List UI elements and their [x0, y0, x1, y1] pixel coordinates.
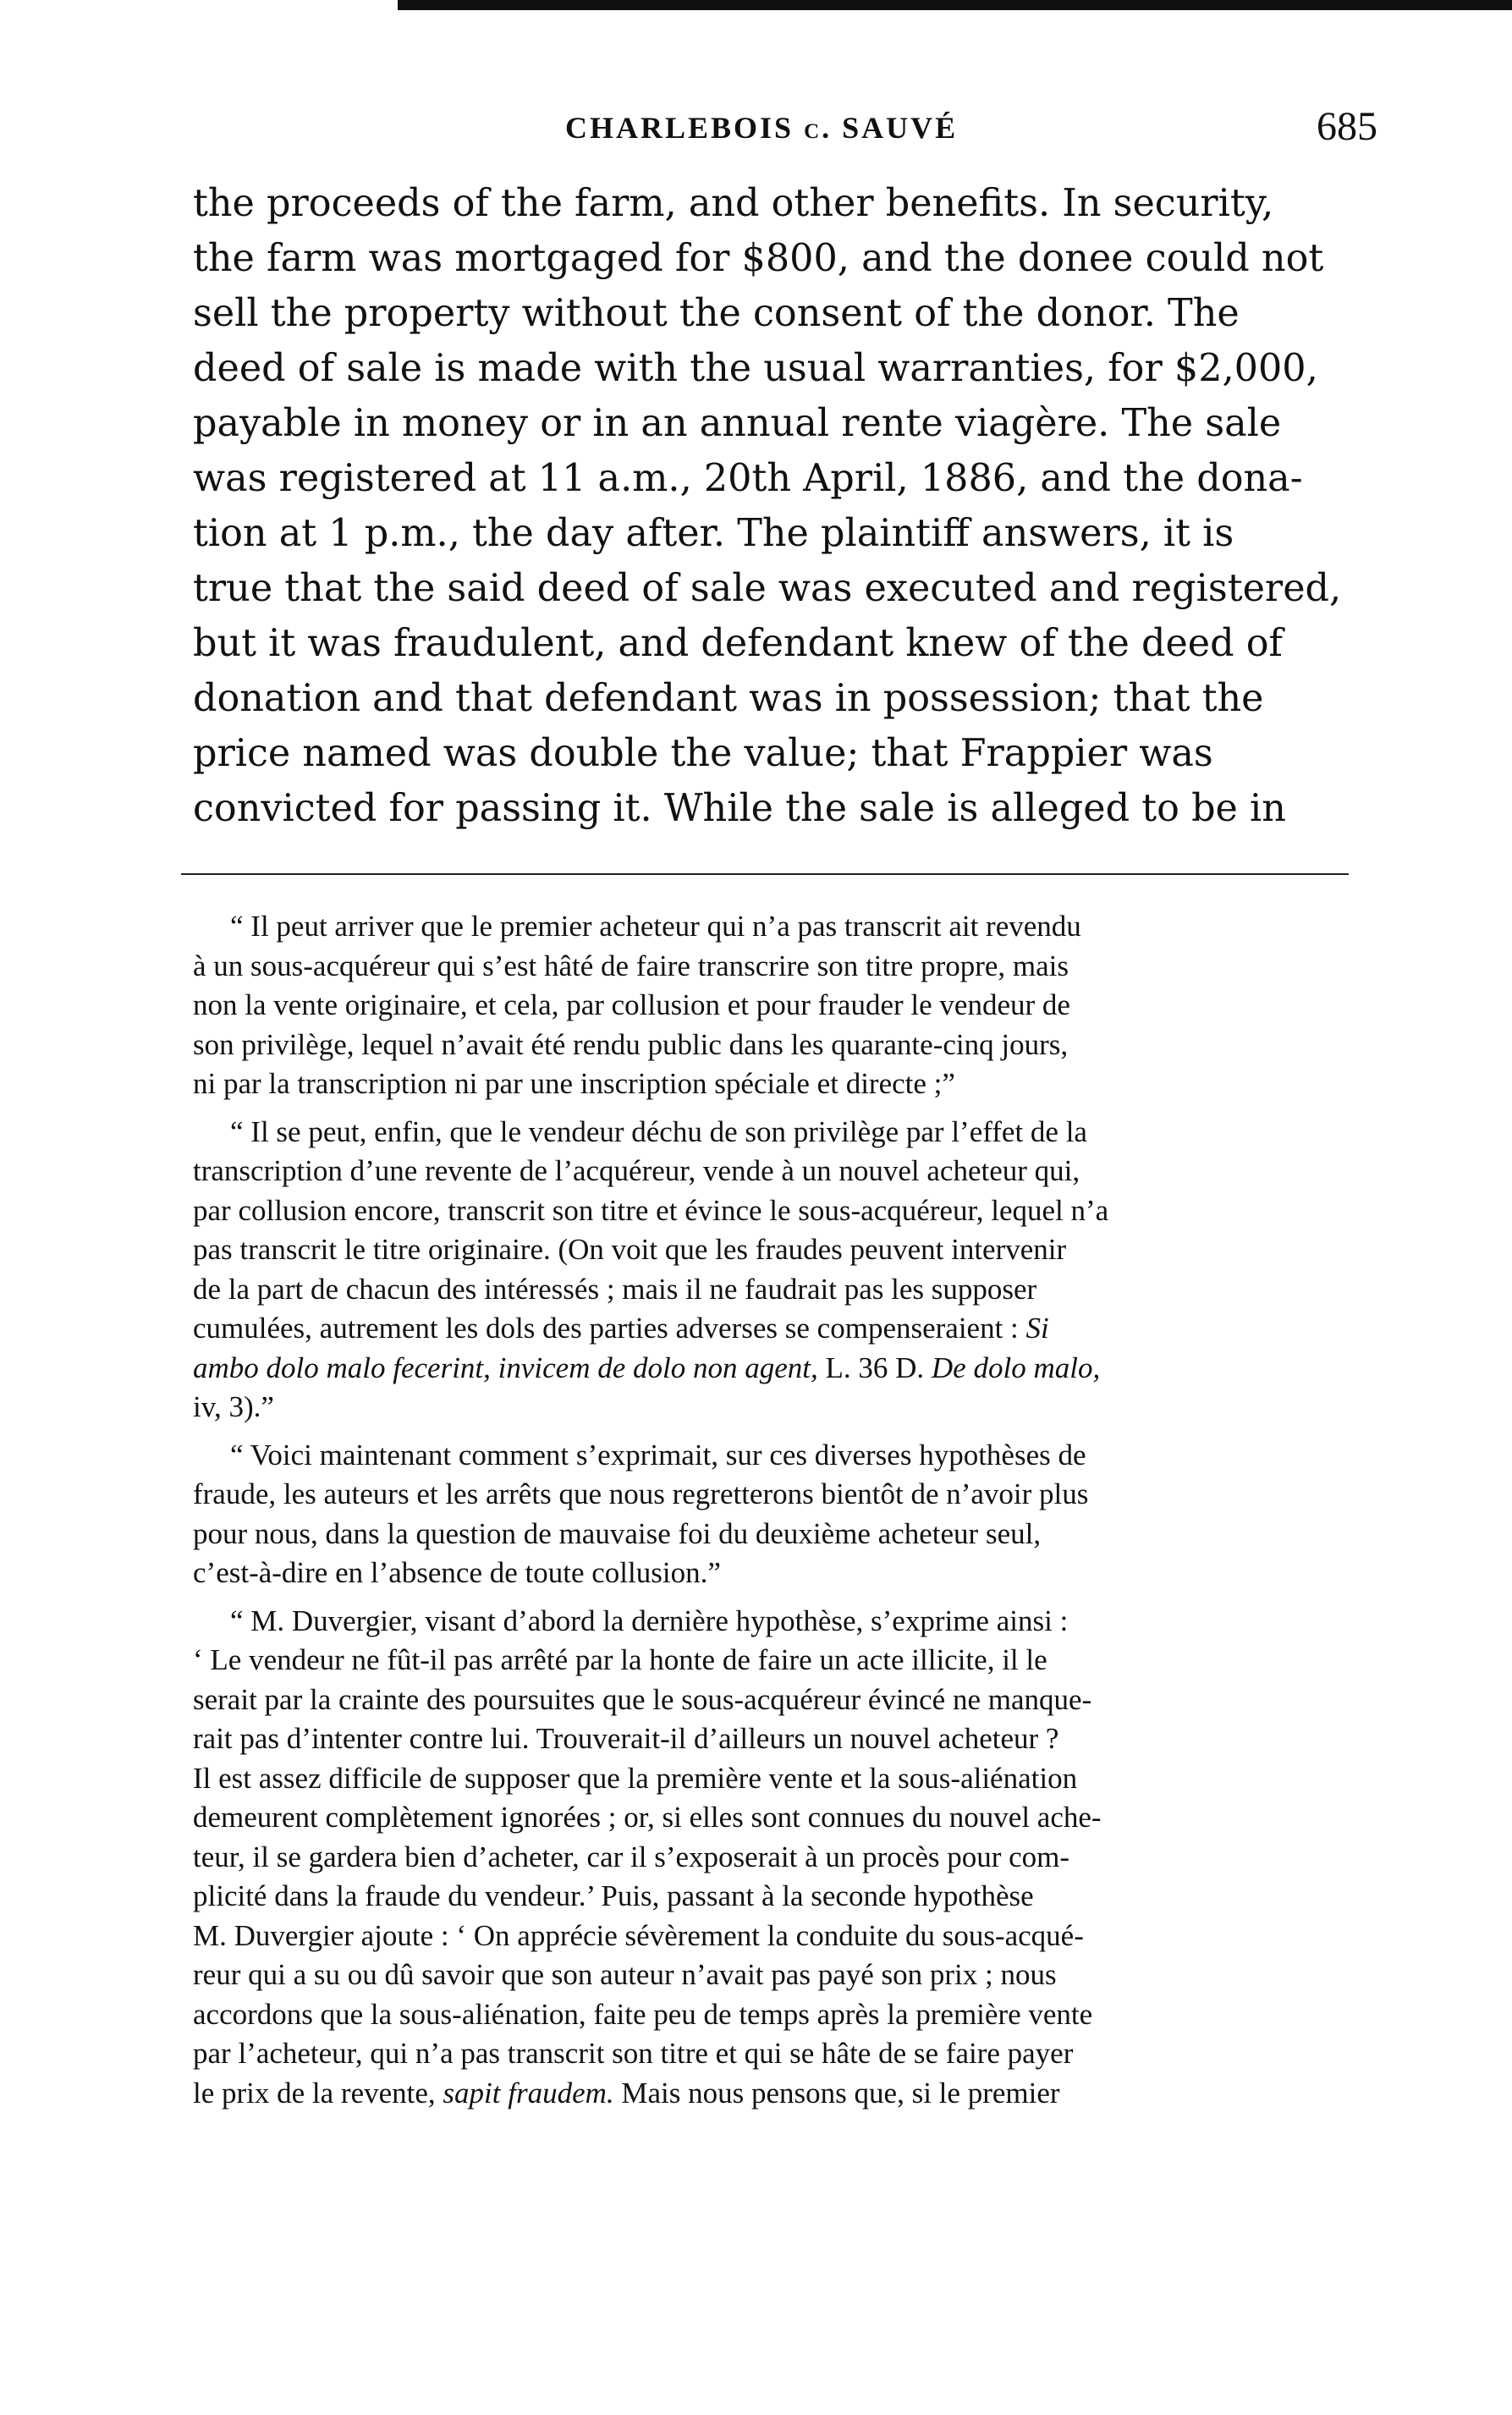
footnote-line: demeurent complètement ignorées ; or, si elles sont connues du nouvel ache- — [193, 1801, 1102, 1834]
footnote-line: pas transcrit le titre originaire. (On voit que les fraudes peuvent intervenir — [193, 1233, 1067, 1266]
footnote-line: Il est assez difficile de supposer que la première vente et la sous-aliénation — [193, 1761, 1078, 1795]
running-head: CHARLEBOIS c. SAUVÉ — [565, 111, 959, 145]
footnote-italic-text: sapit fraudem. — [443, 2076, 614, 2110]
page-header — [193, 103, 1377, 154]
main-text-line: was registered at 11 a.m., 20th April, 1886, and the dona- — [193, 457, 1303, 500]
main-text — [193, 176, 1377, 836]
footnote-line: “ Il peut arriver que le premier acheteur qui n’a pas transcrit ait revendu — [230, 910, 1081, 943]
main-text-line: but it was fraudulent, and defendant knew of the deed of — [193, 622, 1284, 665]
footnote-divider — [181, 873, 1349, 875]
main-text-line: true that the said deed of sale was executed and registered, — [193, 567, 1342, 610]
footnote-italic-text: Si — [1025, 1312, 1049, 1345]
footnote-line: de la part de chacun des intéressés ; mais il ne faudrait pas les supposer — [193, 1272, 1037, 1306]
footnote-line: “ M. Duvergier, visant d’abord la dernière hypothèse, s’exprime ainsi : — [230, 1604, 1069, 1637]
footnote-line: reur qui a su ou dû savoir que son auteur n’avait pas payé son prix ; nous — [193, 1958, 1057, 1991]
footnote-italic-text: De dolo malo, — [931, 1351, 1101, 1384]
footnote-line: ni par la transcription ni par une inscription spéciale et directe ;” — [193, 1067, 955, 1100]
footnote-line: “ Il se peut, enfin, que le vendeur déchu de son privilège par l’effet de la — [230, 1114, 1087, 1148]
footnote-italic-text: ambo dolo malo fecerint, invicem de dolo non agent, — [193, 1351, 818, 1384]
footnote-line: transcription d’une revente de l’acquéreur, vende à un nouvel acheteur qui, — [193, 1154, 1080, 1187]
main-text-line: convicted for passing it. While the sale is alleged to be in — [193, 787, 1286, 830]
main-text-line: the proceeds of the farm, and other benefits. In security, — [193, 182, 1274, 225]
top-border-rule — [398, 0, 1512, 10]
main-text-line: tion at 1 p.m., the day after. The plaintiff answers, it is — [193, 512, 1234, 555]
footnote-line — [193, 2074, 1377, 2114]
footnote-line: pour nous, dans la question de mauvaise foi du deuxième acheteur seul, — [193, 1516, 1042, 1550]
footnote-text: L. 36 D. — [817, 1351, 932, 1384]
footnote-line: M. Duvergier ajoute : ‘ On apprécie sévèrement la conduite du sous-acqué- — [193, 1918, 1084, 1952]
main-text-line: the farm was mortgaged for $800, and the donee could not — [193, 237, 1324, 280]
main-text-line: sell the property without the consent of the donor. The — [193, 292, 1240, 335]
main-text-line: price named was double the value; that Frappier was — [193, 732, 1213, 775]
footnote-line: c’est-à-dire en l’absence de toute collusion.” — [193, 1556, 721, 1589]
footnote-line: à un sous-acquéreur qui s’est hâté de faire transcrire son titre propre, mais — [193, 949, 1069, 982]
footnote-text: cumulées, autrement les dols des parties adverses se compenseraient : — [193, 1312, 1019, 1345]
main-text-line: deed of sale is made with the usual warranties, for $2,000, — [193, 347, 1318, 390]
footnote-line: serait par la crainte des poursuites que le sous-acquéreur évincé ne manque- — [193, 1682, 1092, 1716]
footnote-line: son privilège, lequel n’avait été rendu public dans les quarante-cinq jours, — [193, 1027, 1069, 1061]
footnote-line — [193, 1309, 1377, 1349]
footnote-line: fraude, les auteurs et les arrêts que nous regretterons bientôt de n’avoir plus — [193, 1477, 1089, 1510]
footnote-text: le prix de la revente, — [193, 2076, 443, 2110]
footnote-line: accordons que la sous-aliénation, faite peu de temps après la première vente — [193, 1997, 1093, 2031]
footnote-line: “ Voici maintenant comment s’exprimait, sur ces diverses hypothèses de — [230, 1438, 1086, 1472]
footnote-line: ‘ Le vendeur ne fût-il pas arrêté par la honte de faire un acte illicite, il le — [193, 1643, 1047, 1676]
footnote-line: iv, 3).” — [193, 1390, 274, 1423]
main-text-line: payable in money or in an annual rente viagère. The sale — [193, 402, 1282, 445]
footnote-line: teur, il se gardera bien d’acheter, car il s’exposerait à un procès pour com- — [193, 1840, 1070, 1873]
footnote-line — [193, 1349, 1377, 1389]
footnote-text: Mais nous pensons que, si le premier — [613, 2076, 1060, 2110]
footnote-line: par l’acheteur, qui n’a pas transcrit son titre et qui se hâte de se faire payer — [193, 2037, 1074, 2070]
footnote-line: rait pas d’intenter contre lui. Trouverait-il d’ailleurs un nouvel acheteur ? — [193, 1722, 1059, 1755]
page-number: 685 — [1317, 104, 1377, 149]
footnote-block — [193, 907, 1377, 2113]
main-text-line: donation and that defendant was in possession; that the — [193, 677, 1264, 720]
footnote-line: non la vente originaire, et cela, par collusion et pour frauder le vendeur de — [193, 988, 1070, 1021]
footnote-line: plicité dans la fraude du vendeur.’ Puis, passant à la seconde hypothèse — [193, 1879, 1034, 1912]
footnote-line: par collusion encore, transcrit son titre et évince le sous-acquéreur, lequel n’a — [193, 1193, 1109, 1227]
